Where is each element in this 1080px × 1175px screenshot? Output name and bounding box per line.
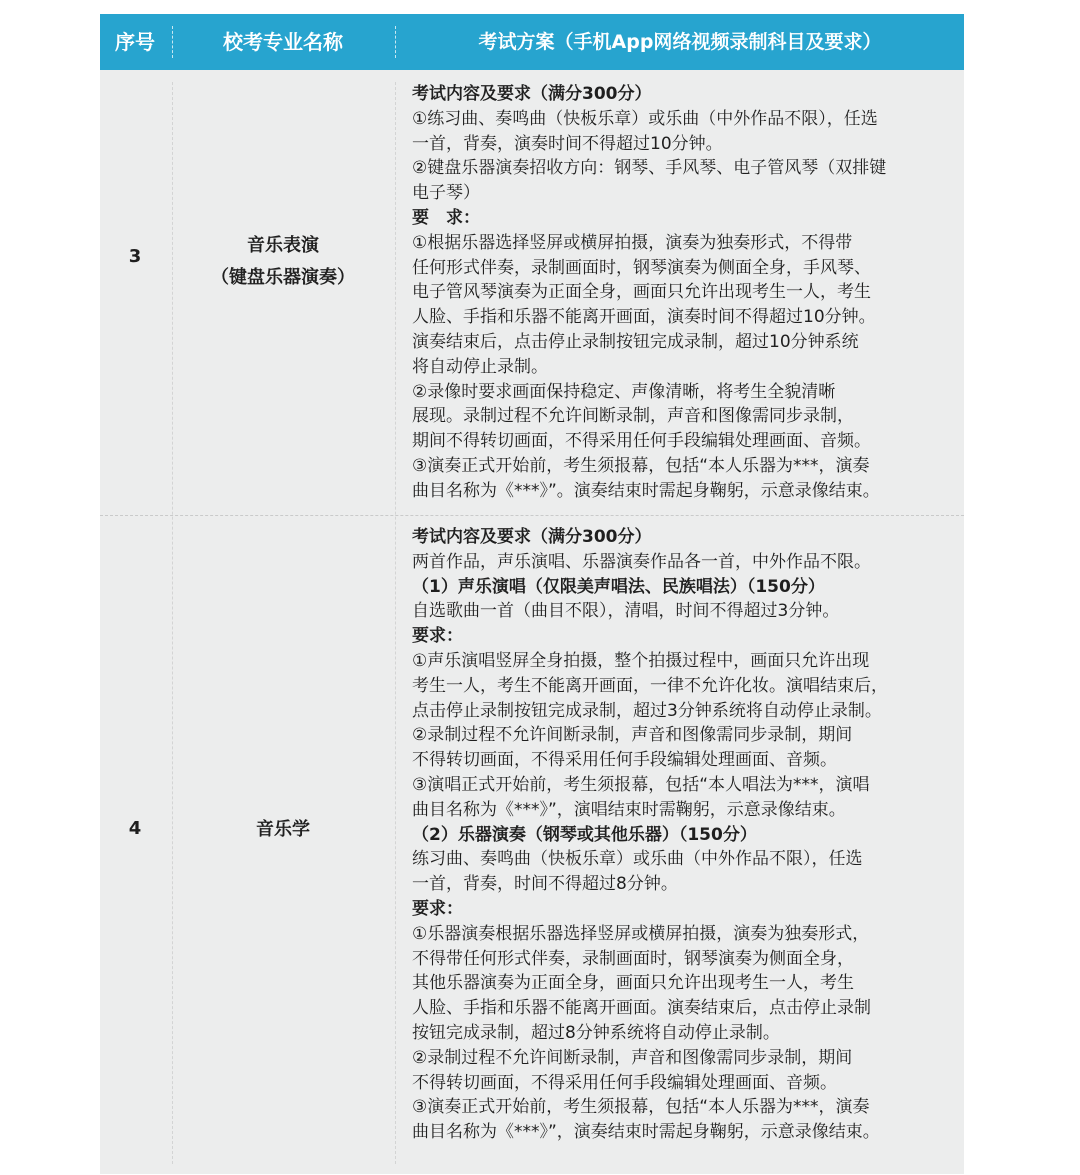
plan-line: 人脸、手指和乐器不能离开画面，演奏时间不得超过10分钟。: [412, 307, 876, 328]
plan-line: （1）声乐演唱（仅限美声唱法、民族唱法）（150分）: [412, 576, 825, 597]
plan-line: 不得带任何形式伴奏，录制画面时，钢琴演奏为侧面全身，: [412, 948, 854, 969]
plan-line: 电子管风琴演奏为正面全身，画面只允许出现考生一人，考生: [412, 282, 871, 303]
table-header: [100, 14, 964, 70]
header-major: 校考专业名称: [223, 30, 343, 54]
major-name-line: （键盘乐器演奏）: [211, 267, 355, 288]
plan-line: ①乐器演奏根据乐器选择竖屏或横屏拍摄，演奏为独奏形式，: [412, 923, 870, 944]
plan-line: 考生一人，考生不能离开画面，一律不允许化妆。演唱结束后，: [412, 675, 888, 696]
plan-line: 演奏结束后，点击停止录制按钮完成录制，超过10分钟系统: [412, 331, 859, 352]
plan-line: 练习曲、奏鸣曲（快板乐章）或乐曲（中外作品不限），任选: [412, 849, 863, 870]
plan-line: （2）乐器演奏（钢琴或其他乐器）（150分）: [412, 824, 757, 845]
plan-line: 任何形式伴奏，录制画面时，钢琴演奏为侧面全身，手风琴、: [412, 257, 871, 278]
exam-plan-table: [100, 14, 964, 1174]
plan-line: 考试内容及要求（满分300分）: [412, 527, 652, 547]
row-index: 3: [128, 246, 142, 267]
plan-line: 两首作品，声乐演唱、乐器演奏作品各一首，中外作品不限。: [412, 551, 871, 572]
plan-line: 人脸、手指和乐器不能离开画面。演奏结束后，点击停止录制: [412, 998, 871, 1019]
plan-line: 展现。录制过程不允许间断录制，声音和图像需同步录制，: [412, 406, 854, 427]
plan-line: ③演奏正式开始前，考生须报幕，包括“本人乐器为***，演奏: [412, 455, 870, 476]
plan-line: 期间不得转切画面，不得采用任何手段编辑处理画面、音频。: [412, 431, 871, 452]
row-major-name: [172, 814, 394, 846]
plan-line: ③演唱正式开始前，考生须报幕，包括“本人唱法为***，演唱: [412, 774, 870, 795]
plan-line: 其他乐器演奏为正面全身，画面只允许出现考生一人，考生: [412, 973, 854, 994]
row-major-name: [172, 230, 394, 294]
plan-line: 曲目名称为《***》”。演奏结束时需起身鞠躬，示意录像结束。: [412, 480, 880, 501]
column-divider: [395, 82, 396, 1164]
plan-line: 点击停止录制按钮完成录制，超过3分钟系统将自动停止录制。: [412, 700, 882, 721]
row-plan-content: [412, 82, 958, 504]
plan-line: 将自动停止录制。: [412, 356, 548, 377]
plan-line: ③演奏正式开始前，考生须报幕，包括“本人乐器为***，演奏: [412, 1097, 870, 1118]
plan-line: 要求：: [412, 626, 463, 647]
row-divider: [100, 515, 964, 516]
plan-line: ①声乐演唱竖屏全身拍摄，整个拍摄过程中，画面只允许出现: [412, 650, 870, 671]
plan-line: 不得转切画面，不得采用任何手段编辑处理画面、音频。: [412, 1072, 837, 1093]
plan-line: 按钮完成录制，超过8分钟系统将自动停止录制。: [412, 1022, 780, 1043]
major-name-line: 音乐学: [256, 819, 310, 840]
plan-line: 要 求：: [412, 207, 480, 228]
plan-line: 不得转切画面，不得采用任何手段编辑处理画面、音频。: [412, 750, 837, 771]
plan-line: 一首，背奏，演奏时间不得超过10分钟。: [412, 133, 723, 154]
plan-line: ②键盘乐器演奏招收方向：钢琴、手风琴、电子管风琴（双排键: [412, 158, 887, 179]
plan-line: ②录制过程不允许间断录制，声音和图像需同步录制，期间: [412, 725, 853, 746]
plan-line: 要求：: [412, 898, 463, 919]
plan-line: ①根据乐器选择竖屏或横屏拍摄，演奏为独奏形式，不得带: [412, 232, 853, 253]
plan-line: 考试内容及要求（满分300分）: [412, 84, 652, 104]
plan-line: ①练习曲、奏鸣曲（快板乐章）或乐曲（中外作品不限），任选: [412, 108, 878, 129]
plan-line: 电子琴）: [412, 183, 480, 204]
major-name-line: 音乐表演: [247, 235, 319, 256]
plan-line: 自选歌曲一首（曲目不限），清唱，时间不得超过3分钟。: [412, 601, 840, 622]
header-plan: 考试方案（手机App网络视频录制科目及要求）: [478, 31, 882, 53]
plan-line: 曲目名称为《***》”，演唱结束时需鞠躬，示意录像结束。: [412, 799, 846, 820]
plan-line: 曲目名称为《***》”，演奏结束时需起身鞠躬，示意录像结束。: [412, 1122, 880, 1143]
plan-line: ②录制过程不允许间断录制，声音和图像需同步录制，期间: [412, 1047, 853, 1068]
header-index: 序号: [115, 30, 155, 54]
row-index: 4: [128, 818, 142, 839]
plan-line: ②录像时要求画面保持稳定、声像清晰，将考生全貌清晰: [412, 381, 836, 402]
row-plan-content: [412, 525, 958, 1145]
plan-line: 一首，背奏，时间不得超过8分钟。: [412, 874, 678, 895]
